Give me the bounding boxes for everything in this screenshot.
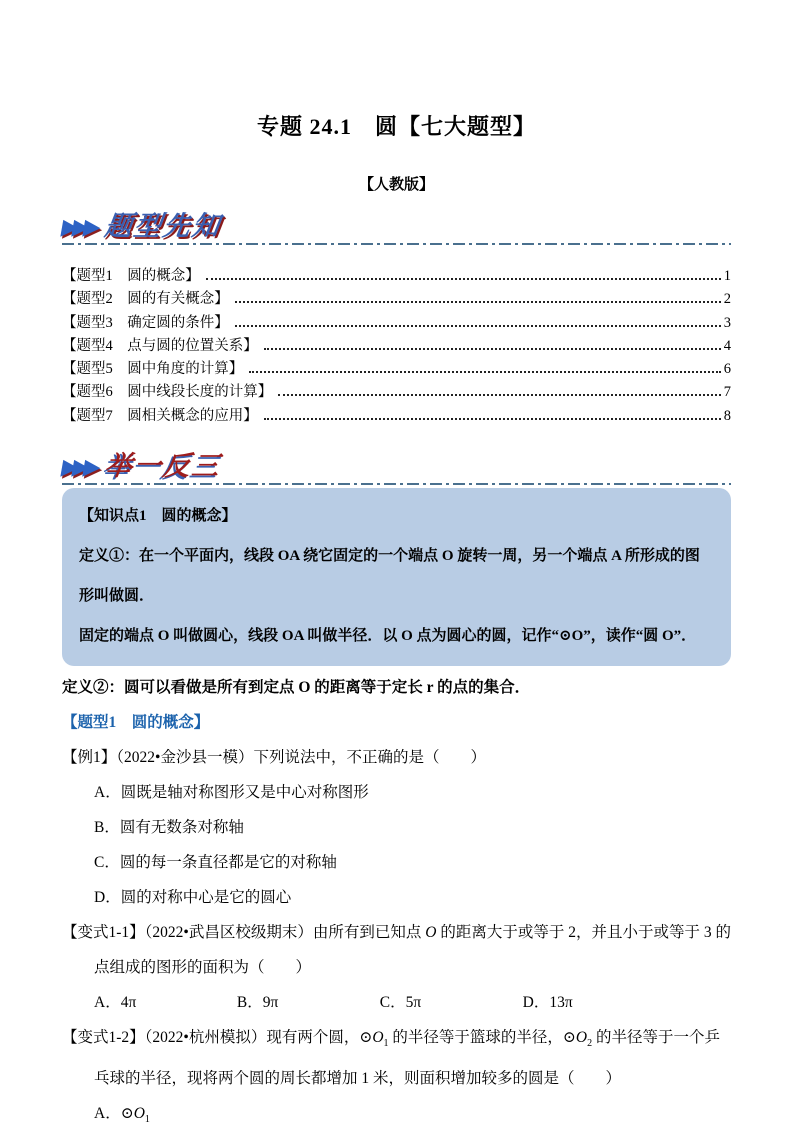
dash-dot-divider: [62, 243, 731, 245]
definition-1: 定义①：在一个平面内，线段 OA 绕它固定的一个端点 O 旋转一周，另一个端点 A 所形成的图形叫做圆．: [79, 548, 700, 605]
toc-item-2: [62, 288, 731, 311]
triple-arrow-icon: ▶▶▶: [59, 214, 98, 239]
toc-leader-dots: [235, 325, 721, 327]
edition-label: 【人教版】: [358, 177, 434, 193]
variant-1-1-option-a: A．4π: [94, 994, 137, 1012]
toc-item-7: [62, 405, 731, 428]
variant-1-1-text: （2022•武昌区校级期末）由所有到已知点: [144, 924, 426, 942]
variant-1-1-question: [62, 915, 731, 985]
example-1-question: [62, 740, 731, 775]
example-1-option-c: C．圆的每一条直径都是它的对称轴: [94, 854, 337, 872]
toc-item-3: [62, 312, 731, 335]
page-title: 专题 24.1 圆【七大题型】: [256, 114, 536, 139]
circle-O1-variable: O: [372, 1029, 384, 1047]
band-title-preview: 题型先知: [102, 211, 223, 241]
example-1-text: （2022•金沙县一模）下列说法中，不正确的是（ ）: [116, 749, 486, 767]
example-1-option-a: A．圆既是轴对称图形又是中心对称图形: [94, 784, 369, 802]
variant-1-1-option-d: D．13π: [522, 994, 573, 1012]
toc-label: 【题型2 圆的有关概念】: [62, 291, 229, 308]
toc-page-number: 1: [723, 268, 731, 284]
variant-1-2-question: [62, 1020, 731, 1096]
table-of-contents: [62, 265, 731, 428]
toc-leader-dots: [249, 371, 721, 373]
variant-1-1-option-c: C．5π: [379, 994, 422, 1012]
band-title-practice: 举一反三: [102, 451, 223, 482]
circle-O2-variable: O: [575, 1029, 588, 1047]
toc-page-number: 4: [723, 337, 731, 354]
toc-label: 【题型7 圆相关概念的应用】: [62, 407, 258, 424]
toc-page-number: 2: [723, 291, 731, 308]
variant-1-2-text-cont: 的半径等于篮球的半径，⊙: [388, 1029, 576, 1047]
knowledge-box: [62, 488, 731, 666]
example-1-option-b: B．圆有无数条对称轴: [94, 819, 244, 837]
dash-dot-divider: [62, 483, 731, 485]
variant-1-1-option-b: B．9π: [236, 994, 279, 1012]
subscript-2: 2: [587, 1038, 593, 1050]
point-O-variable: O: [425, 924, 437, 942]
toc-page-number: 3: [723, 314, 731, 331]
variant-1-2-label: 【变式1-2】: [62, 1029, 145, 1047]
example-1-label: 【例1】: [62, 749, 117, 767]
toc-leader-dots: [206, 278, 721, 280]
variant-1-2-text-end: 的半径等于一个乒乓球的半径，现将两个圆的周长都增加 1 米，则面积增加较多的圆是（ ）: [94, 1029, 721, 1088]
toc-leader-dots: [278, 394, 721, 396]
toc-label: 【题型4 点与圆的位置关系】: [62, 337, 258, 354]
triple-arrow-icon: ▶▶▶: [59, 454, 98, 480]
toc-item-1: [62, 265, 731, 288]
variant-1-2-option-a: [62, 1096, 731, 1122]
toc-label: 【题型3 确定圆的条件】: [62, 314, 229, 331]
toc-label: 【题型5 圆中角度的计算】: [62, 361, 244, 378]
option-a-subscript: 1: [144, 1114, 150, 1122]
example-1-option-d: D．圆的对称中心是它的圆心: [94, 889, 292, 907]
option-a-O-variable: O: [133, 1105, 145, 1122]
definition-2: 定义②：圆可以看做是所有到定点 O 的距离等于定长 r 的点的集合．: [62, 679, 531, 697]
toc-label: 【题型6 圆中线段长度的计算】: [62, 384, 273, 401]
toc-item-5: [62, 358, 731, 381]
definition-1-continued: 固定的端点 O 叫做圆心，线段 OA 叫做半径．以 O 点为圆心的圆，记作“⊙O”，读作“圆 O”．: [79, 628, 697, 645]
toc-leader-dots: [264, 418, 721, 420]
variant-1-2: [62, 1020, 731, 1122]
subscript-1: 1: [383, 1038, 389, 1050]
variant-1-1: [62, 915, 731, 1020]
toc-leader-dots: [235, 301, 721, 303]
toc-item-6: [62, 381, 731, 404]
toc-label: 【题型1 圆的概念】: [62, 268, 200, 284]
section-band-preview: [59, 206, 731, 245]
variant-1-1-text-cont: 的距离大于或等于 2，并且小于或等于 3 的点组成的图形的面积为（ ）: [94, 924, 731, 977]
option-a-prefix: A．⊙: [94, 1105, 134, 1122]
section-band-practice: [59, 446, 731, 485]
knowledge-heading: 【知识点1 圆的概念】: [79, 508, 237, 525]
example-1: [62, 740, 731, 915]
variant-1-2-text: （2022•杭州模拟）现有两个圆，⊙: [144, 1029, 373, 1047]
variant-1-1-options-row: [62, 985, 731, 1020]
toc-leader-dots: [264, 348, 721, 350]
toc-page-number: 6: [723, 361, 731, 378]
toc-page-number: 8: [723, 407, 731, 424]
toc-item-4: [62, 335, 731, 358]
topic-1-heading: 【题型1 圆的概念】: [62, 714, 210, 732]
variant-1-1-label: 【变式1-1】: [62, 924, 145, 942]
toc-page-number: 7: [723, 384, 731, 401]
